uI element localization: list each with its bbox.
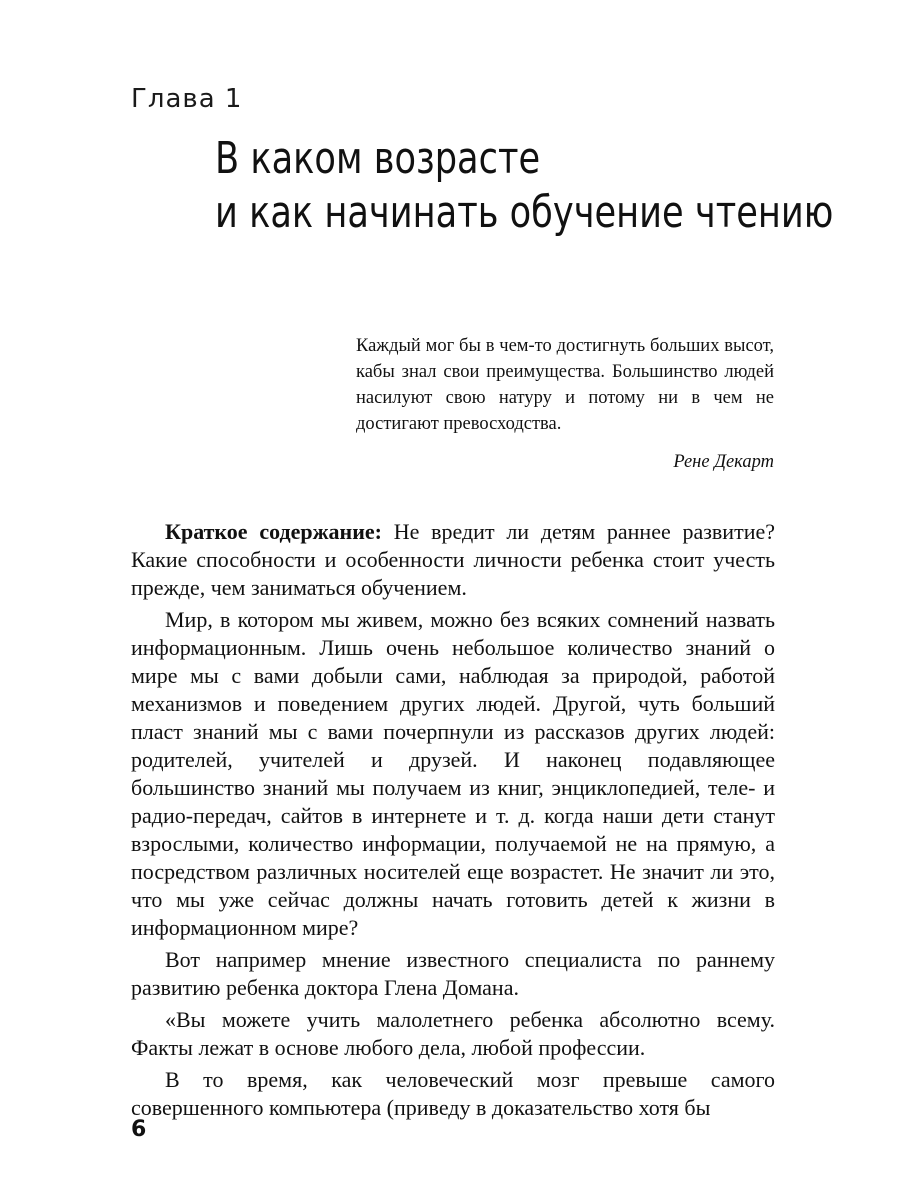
- summary-text: Не вредит ли детям раннее развитие? Какие способности и особенности личности ребенка стоит учесть прежде, чем заниматься обучением.: [131, 519, 776, 600]
- body-paragraph: «Вы можете учить малолетнего ребенка абсолютно всему. Факты лежат в основе любого дела, любой профессии.: [131, 1007, 775, 1060]
- chapter-title: [215, 132, 834, 240]
- chapter-title-line-2: и как начинать обучение чтению: [215, 187, 834, 238]
- body-paragraph: В то время, как человеческий мозг превыше самого совершенного компьютера (приведу в доказательство хотя бы: [131, 1067, 775, 1120]
- chapter-label: Глава 1: [131, 84, 243, 114]
- page-number: 6: [131, 1117, 147, 1142]
- epigraph-quote: Каждый мог бы в чем-то достигнуть больших высот, кабы знал свои преимущества. Большинство людей насилуют свою натуру и потому ни в чем не достигают превосходства.: [356, 336, 774, 434]
- epigraph: [356, 333, 774, 475]
- epigraph-author: Рене Декарт: [673, 452, 774, 472]
- chapter-title-line-1: В каком возрасте: [215, 133, 541, 184]
- body-paragraph: Вот например мнение известного специалиста по раннему развитию ребенка доктора Глена Домана.: [131, 947, 775, 1000]
- body-paragraph: Мир, в котором мы живем, можно без всяких сомнений назвать информационным. Лишь очень небольшое количество знаний о мире мы с вами добыли сами, наблюдая за природой, работой механизмов и поведением других людей. Другой, чуть больший пласт знаний мы с вами почерпнули из рассказов других людей: родителей, учителей и друзей. И наконец подавляющее большинство знаний мы получаем из книг, энциклопедией, теле- и радио-передач, сайтов в интернете и т. д. когда наши дети станут взрослыми, количество информации, получаемой не на прямую, а посредством различных носителей еще возрастет. Не значит ли это, что мы уже сейчас должны начать готовить детей к жизни в информационном мире?: [131, 607, 775, 940]
- summary-label: Краткое содержание:: [165, 519, 382, 544]
- body-text: [131, 518, 775, 1126]
- summary-paragraph: [131, 518, 775, 602]
